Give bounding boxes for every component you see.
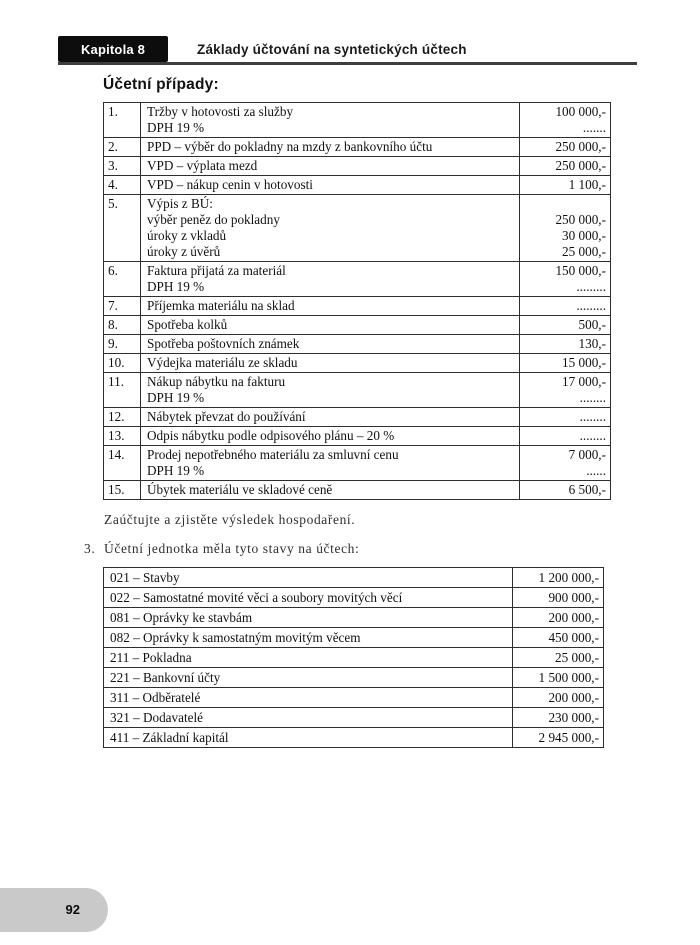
case-row-description [141,157,520,176]
case-amount-line: ......... [576,298,606,313]
case-row-description [141,427,520,446]
case-row-amount [520,446,611,481]
case-row [104,157,611,176]
account-row-label: 021 – Stavby [104,568,513,588]
account-row [104,608,604,628]
case-row-number: 7. [104,297,141,316]
case-description-line: Nákup nábytku na fakturu [147,374,286,389]
accounting-cases-table [103,102,611,500]
case-row-amount [520,335,611,354]
case-row [104,373,611,408]
account-row-amount: 2 945 000,- [513,728,604,748]
case-row-number: 2. [104,138,141,157]
case-description-line: Příjemka materiálu na sklad [147,298,295,313]
account-row-label: 221 – Bankovní účty [104,668,513,688]
case-row-number: 11. [104,373,141,408]
case-row-description [141,373,520,408]
account-row [104,728,604,748]
case-description-line: Spotřeba poštovních známek [147,336,300,351]
account-row [104,668,604,688]
chapter-title [197,36,467,62]
case-row [104,138,611,157]
case-description-line: výběr peněz do pokladny [147,212,280,227]
account-row [104,628,604,648]
case-row [104,446,611,481]
account-row-amount: 1 200 000,- [513,568,604,588]
case-row-description [141,408,520,427]
case-description-line: Faktura přijatá za materiál [147,263,286,278]
case-description-line: Úbytek materiálu ve skladové ceně [147,482,333,497]
account-row [104,648,604,668]
case-row-amount [520,297,611,316]
case-amount-line: 100 000,- [555,104,606,119]
page-number-pill [0,888,108,932]
case-description-line: DPH 19 % [147,120,205,135]
case-row-number: 10. [104,354,141,373]
case-row [104,316,611,335]
instruction-note: Zaúčtujte a zjistěte výsledek hospodaření. [104,512,356,527]
exercise-item-number: 3. [84,541,96,556]
case-description-line: DPH 19 % [147,463,205,478]
account-row [104,568,604,588]
account-row-label: 081 – Oprávky ke stavbám [104,608,513,628]
case-amount-line [526,196,606,212]
case-amount-line: 250 000,- [555,139,606,154]
case-row [104,408,611,427]
case-amount-line: 250 000,- [555,158,606,173]
case-row-amount [520,354,611,373]
case-description-line: PPD – výběr do pokladny na mzdy z bankovního účtu [147,139,433,154]
case-amount-line: 15 000,- [562,355,606,370]
case-row-amount [520,157,611,176]
case-amount-line: ....... [582,120,606,135]
account-row-label: 411 – Základní kapitál [104,728,513,748]
account-row-label: 311 – Odběratelé [104,688,513,708]
case-row-number: 6. [104,262,141,297]
case-amount-line: ........ [579,409,606,424]
case-row-number: 4. [104,176,141,195]
account-row-label: 211 – Pokladna [104,648,513,668]
case-row-amount [520,103,611,138]
case-amount-line: 130,- [578,336,606,351]
case-row-amount [520,138,611,157]
case-row-description [141,103,520,138]
chapter-badge [58,36,168,62]
case-row-description [141,446,520,481]
case-amount-line: 250 000,- [555,212,606,227]
chapter-badge-label: Kapitola 8 [80,41,146,57]
case-row [104,176,611,195]
case-description-line: VPD – nákup cenin v hotovosti [147,177,313,192]
case-amount-line: ...... [586,463,606,478]
case-description-line: Prodej nepotřebného materiálu za smluvní cenu [147,447,399,462]
case-row-description [141,335,520,354]
account-row-amount: 200 000,- [513,688,604,708]
case-description-line: VPD – výplata mezd [147,158,258,173]
case-row-description [141,481,520,500]
case-row-description [141,195,520,262]
case-description-line: Výpis z BÚ: [147,196,213,211]
case-amount-line: 30 000,- [562,228,606,243]
account-row-amount: 900 000,- [513,588,604,608]
case-row-description [141,138,520,157]
account-row-amount: 25 000,- [513,648,604,668]
case-row-number: 14. [104,446,141,481]
case-row [104,335,611,354]
exercise-item-text: Účetní jednotka měla tyto stavy na účtech: [104,541,360,556]
case-description-line: DPH 19 % [147,390,205,405]
case-row [104,103,611,138]
account-row-label: 321 – Dodavatelé [104,708,513,728]
case-row-description [141,297,520,316]
account-balances-table [103,567,604,748]
case-row-number: 5. [104,195,141,262]
account-row-label: 022 – Samostatné movité věci a soubory movitých věcí [104,588,513,608]
case-row-number: 9. [104,335,141,354]
account-balances-table-body [104,568,604,748]
case-row-amount [520,481,611,500]
case-amount-line: 7 000,- [568,447,606,462]
case-amount-line: 17 000,- [562,374,606,389]
case-amount-line: 1 100,- [568,177,606,192]
case-amount-line: 25 000,- [562,244,606,259]
case-amount-line: 150 000,- [555,263,606,278]
case-amount-line: ........ [579,390,606,405]
account-row [104,688,604,708]
case-row-description [141,176,520,195]
case-row-amount [520,195,611,262]
accounting-cases-table-body [104,103,611,500]
case-row-number: 13. [104,427,141,446]
case-description-line: DPH 19 % [147,279,205,294]
case-row-description [141,316,520,335]
case-row-amount [520,427,611,446]
case-row-amount [520,408,611,427]
case-row-number: 12. [104,408,141,427]
case-row-number: 15. [104,481,141,500]
case-description-line: úroky z úvěrů [147,244,221,259]
case-row-number: 3. [104,157,141,176]
exercise-item-3 [84,541,359,557]
page-number: 92 [65,902,80,917]
account-row-amount: 230 000,- [513,708,604,728]
header-rule [58,62,637,65]
section-heading: Účetní případy: [103,76,219,93]
case-row-amount [520,373,611,408]
account-row-amount: 200 000,- [513,608,604,628]
account-row-label: 082 – Oprávky k samostatným movitým věcem [104,628,513,648]
case-row [104,195,611,262]
case-row [104,354,611,373]
case-row [104,481,611,500]
chapter-title-text: Základy účtování na syntetických účtech [197,41,467,57]
case-description-line: úroky z vkladů [147,228,227,243]
case-row [104,297,611,316]
case-description-line: Nábytek převzat do používání [147,409,306,424]
case-row-description [141,354,520,373]
case-row-amount [520,176,611,195]
case-row-number: 1. [104,103,141,138]
case-description-line: Odpis nábytku podle odpisového plánu – 20 % [147,428,395,443]
account-row [104,708,604,728]
account-row-amount: 450 000,- [513,628,604,648]
case-description-line: Spotřeba kolků [147,317,228,332]
case-row-amount [520,262,611,297]
case-row-number: 8. [104,316,141,335]
case-description-line: Výdejka materiálu ze skladu [147,355,298,370]
case-amount-line: 6 500,- [568,482,606,497]
case-description-line: Tržby v hotovosti za služby [147,104,294,119]
case-row-amount [520,316,611,335]
account-row-amount: 1 500 000,- [513,668,604,688]
case-amount-line: 500,- [578,317,606,332]
case-amount-line: ......... [576,279,606,294]
case-row-description [141,262,520,297]
case-row [104,262,611,297]
account-row [104,588,604,608]
case-amount-line: ........ [579,428,606,443]
case-row [104,427,611,446]
